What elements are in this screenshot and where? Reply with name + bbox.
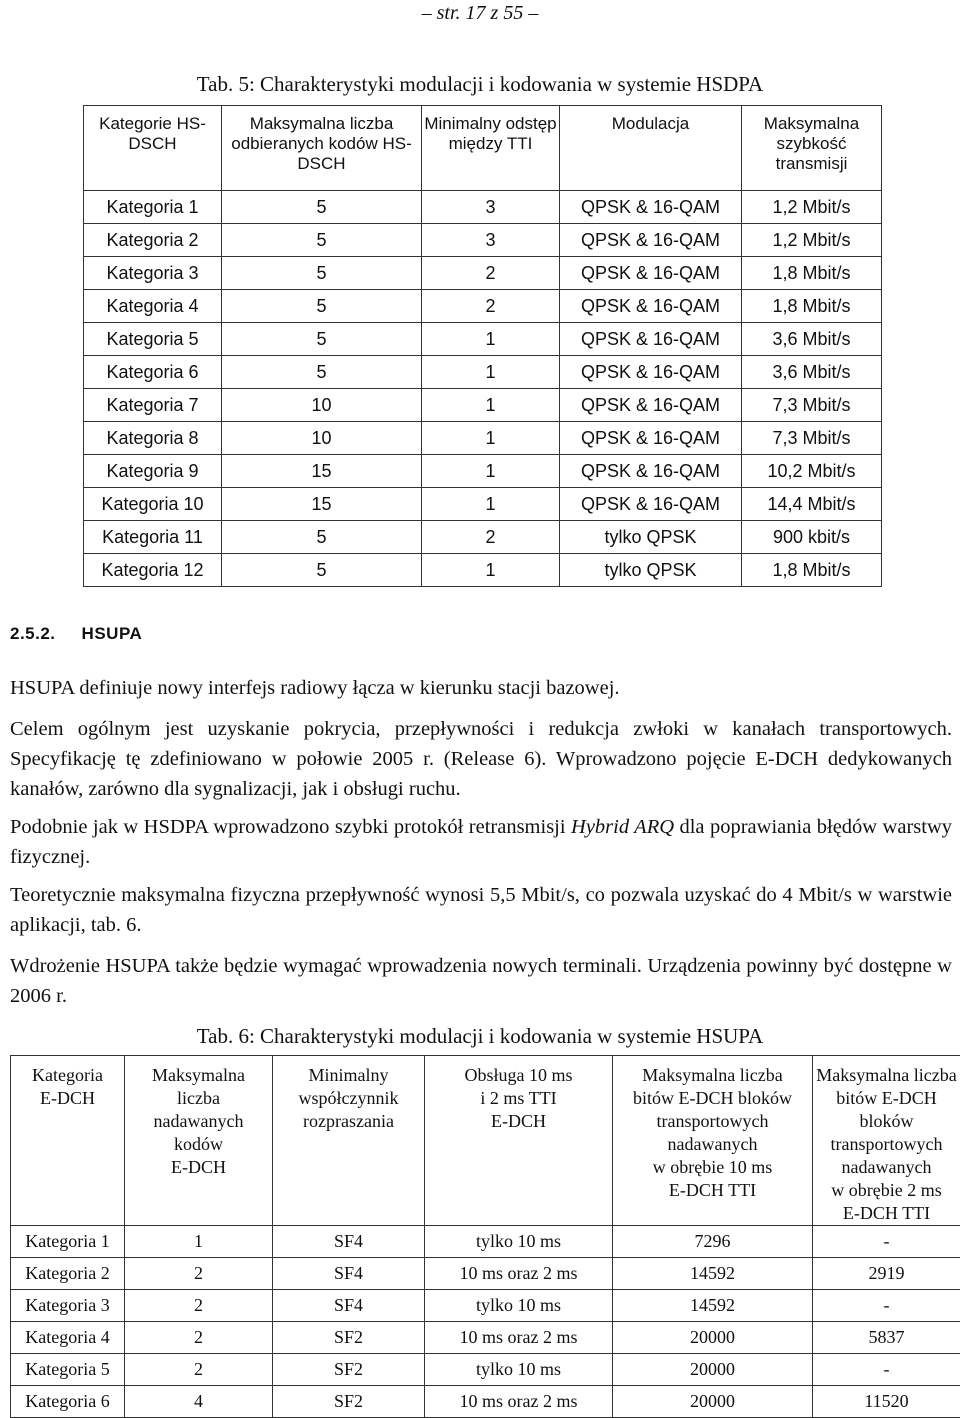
table-cell: 15 [222,455,422,488]
table-cell: 20000 [613,1386,813,1418]
table-cell: tylko 10 ms [425,1354,613,1386]
table-cell: 5 [222,554,422,587]
table-cell: 20000 [613,1354,813,1386]
table-cell: 2919 [813,1258,960,1290]
table-cell: tylko QPSK [560,554,742,587]
table-cell: Kategoria 3 [84,257,222,290]
table-row [84,356,882,389]
header-line: transportowych [813,1133,960,1156]
table-cell: Kategoria 10 [84,488,222,521]
table-cell: Kategoria 2 [11,1258,125,1290]
table-cell: tylko 10 ms [425,1290,613,1322]
table-cell: 1,8 Mbit/s [742,290,882,323]
table-cell: 20000 [613,1322,813,1354]
paragraph-text: dla poprawiania błędów warstwy fizycznej. [10,816,952,868]
table-cell: 4 [125,1386,273,1418]
table-cell: QPSK & 16-QAM [560,488,742,521]
paragraph: Wdrożenie HSUPA także będzie wymagać wprowadzenia nowych terminali. Urządzenia powinny być dostępne w 2006 r. [10,951,952,1011]
column-header: Maksymalna liczba odbieranych kodów HS-DSCH [222,106,422,191]
page-number: – str. 17 z 55 – [0,2,960,25]
table-cell: 5 [222,290,422,323]
table-row [84,224,882,257]
table-cell: QPSK & 16-QAM [560,323,742,356]
table-cell: 1 [422,488,560,521]
table-cell: 900 kbit/s [742,521,882,554]
table-cell: 1 [422,422,560,455]
table-cell: 3 [422,191,560,224]
column-header [11,1056,125,1226]
table-row [84,191,882,224]
table-cell: SF4 [273,1258,425,1290]
table-row [84,455,882,488]
header-line: w obrębie 2 ms [813,1179,960,1202]
table-cell: Kategoria 4 [11,1322,125,1354]
paragraph: Teoretycznie maksymalna fizyczna przepływność wynosi 5,5 Mbit/s, co pozwala uzyskać do 4 Mbit/s w warstwie aplikacji, tab. 6. [10,880,952,940]
section-title: HSUPA [82,624,143,643]
table-cell: QPSK & 16-QAM [560,224,742,257]
header-line: E-DCH [125,1156,272,1179]
table-cell: 2 [125,1290,273,1322]
table-cell: SF2 [273,1386,425,1418]
table-cell: 7,3 Mbit/s [742,422,882,455]
table-cell: 15 [222,488,422,521]
header-line: nadawanych [813,1156,960,1179]
table-row [84,554,882,587]
table-cell: Kategoria 5 [84,323,222,356]
header-line: i 2 ms TTI [425,1087,612,1110]
table-cell: 2 [422,290,560,323]
table-cell: 1 [125,1226,273,1258]
header-line: E-DCH TTI [613,1179,812,1202]
table-cell: 2 [422,521,560,554]
paragraph: HSUPA definiuje nowy interfejs radiowy łącza w kierunku stacji bazowej. [10,673,952,703]
table-cell: QPSK & 16-QAM [560,356,742,389]
table-cell: 1 [422,323,560,356]
table-cell: QPSK & 16-QAM [560,290,742,323]
column-header: Modulacja [560,106,742,191]
table-row [11,1322,960,1354]
header-line: rozpraszania [273,1110,424,1133]
header-line: kodów [125,1133,272,1156]
table-cell: Kategoria 11 [84,521,222,554]
header-line: Obsługa 10 ms [425,1064,612,1087]
table-cell: tylko 10 ms [425,1226,613,1258]
header-line: współczynnik [273,1087,424,1110]
header-line: Minimalny [273,1064,424,1087]
table-cell: - [813,1226,960,1258]
header-line: Maksymalna [125,1064,272,1087]
table-cell: Kategoria 1 [84,191,222,224]
table-cell: Kategoria 6 [84,356,222,389]
table-cell: QPSK & 16-QAM [560,257,742,290]
table-cell: 14592 [613,1290,813,1322]
table-cell: 10 ms oraz 2 ms [425,1322,613,1354]
table1-caption: Tab. 5: Charakterystyki modulacji i kodowania w systemie HSDPA [0,72,960,97]
paragraph-italic-term: Hybrid ARQ [571,816,674,838]
table-cell: QPSK & 16-QAM [560,389,742,422]
table-row [11,1290,960,1322]
table-cell: SF2 [273,1354,425,1386]
table-cell: 1,8 Mbit/s [742,257,882,290]
table-cell: 5837 [813,1322,960,1354]
hsdpa-table [83,105,882,587]
table-cell: 2 [125,1354,273,1386]
table-cell: 10,2 Mbit/s [742,455,882,488]
header-line: Maksymalna liczba [613,1064,812,1087]
table-cell: 14,4 Mbit/s [742,488,882,521]
table-cell: - [813,1354,960,1386]
table-cell: 11520 [813,1386,960,1418]
table-row [84,257,882,290]
table-cell: 7,3 Mbit/s [742,389,882,422]
table-row [11,1226,960,1258]
table-cell: Kategoria 5 [11,1354,125,1386]
table-cell: 2 [422,257,560,290]
column-header [425,1056,613,1226]
column-header [273,1056,425,1226]
table-cell: SF2 [273,1322,425,1354]
table-cell: Kategoria 7 [84,389,222,422]
paragraph [10,812,952,872]
header-line: liczba [125,1087,272,1110]
table-cell: 10 [222,389,422,422]
column-header [125,1056,273,1226]
column-header [613,1056,813,1226]
table-cell: Kategoria 2 [84,224,222,257]
table-row [84,290,882,323]
table-cell: 2 [125,1258,273,1290]
column-header: Kategorie HS-DSCH [84,106,222,191]
table-cell: 7296 [613,1226,813,1258]
table-cell: 1 [422,455,560,488]
table-cell: 3,6 Mbit/s [742,356,882,389]
table-cell: 5 [222,521,422,554]
table-row [11,1386,960,1418]
header-line: w obrębie 10 ms [613,1156,812,1179]
header-line: bitów E-DCH bloków [813,1087,960,1133]
table-cell: 3 [422,224,560,257]
table-cell: Kategoria 6 [11,1386,125,1418]
column-header: Minimalny odstęp między TTI [422,106,560,191]
section-number: 2.5.2. [10,624,56,643]
table-cell: 10 ms oraz 2 ms [425,1258,613,1290]
table-cell: Kategoria 3 [11,1290,125,1322]
table-cell: 1,2 Mbit/s [742,224,882,257]
paragraph-text: Podobnie jak w HSDPA wprowadzono szybki protokół retransmisji [10,816,571,838]
table-cell: 1 [422,389,560,422]
table-cell: 5 [222,356,422,389]
header-line: E-DCH [11,1087,124,1110]
table-row [84,389,882,422]
table-cell: 1,8 Mbit/s [742,554,882,587]
table-header-row [11,1056,960,1226]
header-line: nadawanych [613,1133,812,1156]
table-header-row [84,106,882,191]
header-line: Kategoria [11,1064,124,1087]
table-cell: Kategoria 12 [84,554,222,587]
table-cell: 1 [422,554,560,587]
table-cell: 1 [422,356,560,389]
table-cell: 5 [222,191,422,224]
table-cell: QPSK & 16-QAM [560,422,742,455]
table2-caption: Tab. 6: Charakterystyki modulacji i kodowania w systemie HSUPA [0,1024,960,1049]
table-cell: 10 ms oraz 2 ms [425,1386,613,1418]
table-row [11,1354,960,1386]
header-line: E-DCH TTI [813,1202,960,1225]
table-cell: Kategoria 1 [11,1226,125,1258]
table-cell: SF4 [273,1226,425,1258]
table-cell: 5 [222,257,422,290]
header-line: Maksymalna liczba [813,1064,960,1087]
table-cell: - [813,1290,960,1322]
table-row [84,521,882,554]
table-cell: SF4 [273,1290,425,1322]
header-line: transportowych [613,1110,812,1133]
column-header [813,1056,960,1226]
section-heading [10,624,142,644]
table-cell: Kategoria 8 [84,422,222,455]
column-header: Maksymalna szybkość transmisji [742,106,882,191]
table-row [84,488,882,521]
header-line: bitów E-DCH bloków [613,1087,812,1110]
table-cell: 5 [222,323,422,356]
paragraph: Celem ogólnym jest uzyskanie pokrycia, przepływności i redukcja zwłoki w kanałach transportowych. Specyfikację tę zdefiniowano w połowie 2005 r. (Release 6). Wprowadzono pojęcie E-DCH dedykowanych kanałów, zarówno dla sygnalizacji, jak i obsługi ruchu. [10,714,952,804]
header-line: nadawanych [125,1110,272,1133]
table-cell: 5 [222,224,422,257]
table-cell: 3,6 Mbit/s [742,323,882,356]
table-cell: 1,2 Mbit/s [742,191,882,224]
hsupa-table [10,1055,960,1418]
table-row [84,422,882,455]
table-cell: 14592 [613,1258,813,1290]
table-cell: Kategoria 4 [84,290,222,323]
table-cell: 2 [125,1322,273,1354]
table-cell: QPSK & 16-QAM [560,191,742,224]
header-line: E-DCH [425,1110,612,1133]
table-cell: tylko QPSK [560,521,742,554]
table-cell: QPSK & 16-QAM [560,455,742,488]
table-row [11,1258,960,1290]
table-cell: 10 [222,422,422,455]
table-row [84,323,882,356]
table-cell: Kategoria 9 [84,455,222,488]
